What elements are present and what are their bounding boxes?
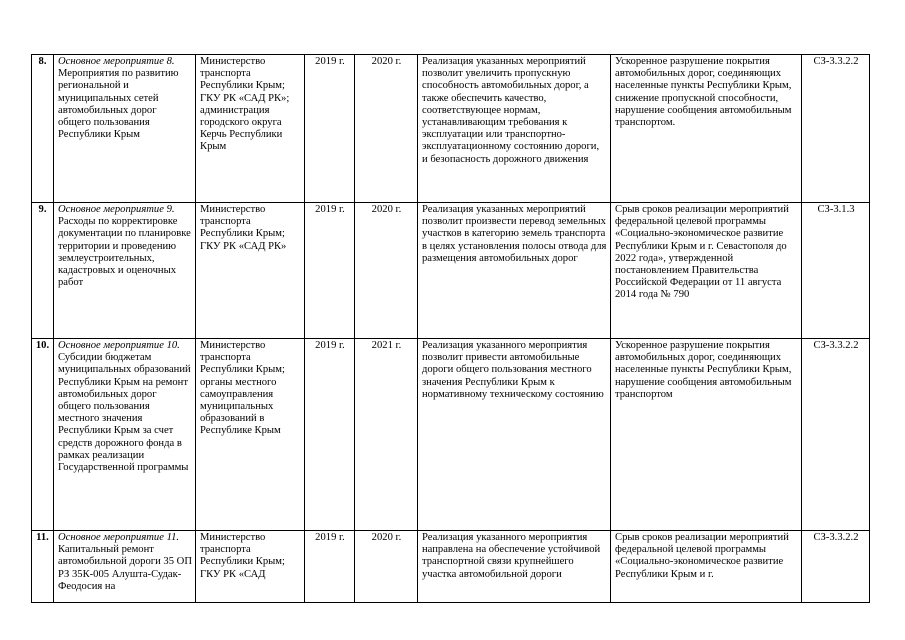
row-number: 9.	[32, 203, 54, 339]
executors-cell: Министерство транспорта Республики Крым; органы местного самоуправления муниципальных образований в Республике Крым	[196, 339, 305, 531]
end-year: 2020 г.	[355, 203, 418, 339]
result-cell: Реализация указанных мероприятий позволит произвести перевод земельных участков в категорию земель транспорта в целях установления полосы отвода для размещения автомобильных дорог	[418, 203, 611, 339]
result-cell: Реализация указанных мероприятий позволит увеличить пропускную способность автомобильных дорог, а также обеспечить качество, соответствующее нормам, устанавливающим требования к эксплуатации или транспортно-эксплуатационному состоянию дороги, и безопасность дорожного движения	[418, 55, 611, 203]
event-lead: Основное мероприятие 10.	[58, 340, 180, 351]
start-year: 2019 г.	[305, 55, 355, 203]
end-year: 2021 г.	[355, 339, 418, 531]
event-text: Субсидии бюджетам муниципальных образований Республики Крым на ремонт автомобильных дорог общего пользования местного значения Республики Крым за счет средств дорожного фонда в рамках реализации Государственной программы	[58, 352, 191, 474]
event-lead: Основное мероприятие 8.	[58, 56, 175, 67]
table-row	[32, 55, 870, 203]
consequences-cell: Срыв сроков реализации мероприятий федеральной целевой программы «Социально-экономическое развитие Республики Крым и г.	[611, 531, 802, 603]
measures-table	[31, 54, 870, 603]
end-year: 2020 г.	[355, 531, 418, 603]
start-year: 2019 г.	[305, 203, 355, 339]
event-cell	[54, 339, 196, 531]
event-text: Мероприятия по развитию региональной и муниципальных сетей автомобильных дорог общего пользования Республики Крым	[58, 68, 179, 141]
row-number: 10.	[32, 339, 54, 531]
event-text: Капитальный ремонт автомобильной дороги 35 ОП РЗ 35К-005 Алушта-Судак-Феодосия на	[58, 544, 192, 592]
table-row	[32, 339, 870, 531]
indicator-code: СЗ-3.3.2.2	[802, 339, 870, 531]
indicator-code: СЗ-3.1.3	[802, 203, 870, 339]
table-row	[32, 531, 870, 603]
consequences-cell: Ускоренное разрушение покрытия автомобильных дорог, соединяющих населенные пункты Республики Крым, снижение пропускной способности, нарушение сообщения автомобильным транспортом.	[611, 55, 802, 203]
executors-cell: Министерство транспорта Республики Крым; ГКУ РК «САД РК»; администрация городского округа Керчь Республики Крым	[196, 55, 305, 203]
start-year: 2019 г.	[305, 339, 355, 531]
consequences-cell: Ускоренное разрушение покрытия автомобильных дорог, соединяющих населенные пункты Республики Крым, нарушение сообщения автомобильным транспортом	[611, 339, 802, 531]
event-cell	[54, 203, 196, 339]
row-number: 11.	[32, 531, 54, 603]
table-row	[32, 203, 870, 339]
event-text: Расходы по корректировке документации по планировке территории и проведению землеустроительных, кадастровых и оценочных работ	[58, 216, 191, 289]
event-cell	[54, 55, 196, 203]
event-lead: Основное мероприятие 9.	[58, 204, 175, 215]
end-year: 2020 г.	[355, 55, 418, 203]
result-cell: Реализация указанного мероприятия направлена на обеспечение устойчивой транспортной связи крупнейшего участка автомобильной дороги	[418, 531, 611, 603]
executors-cell: Министерство транспорта Республики Крым; ГКУ РК «САД	[196, 531, 305, 603]
row-number: 8.	[32, 55, 54, 203]
event-cell	[54, 531, 196, 603]
indicator-code: СЗ-3.3.2.2	[802, 531, 870, 603]
executors-cell: Министерство транспорта Республики Крым; ГКУ РК «САД РК»	[196, 203, 305, 339]
consequences-cell: Срыв сроков реализации мероприятий федеральной целевой программы «Социально-экономическое развитие Республики Крым и г. Севастополя до 2022 года», утвержденной постановлением Правительства Российской Федерации от 11 августа 2014 года № 790	[611, 203, 802, 339]
indicator-code: СЗ-3.3.2.2	[802, 55, 870, 203]
start-year: 2019 г.	[305, 531, 355, 603]
result-cell: Реализация указанного мероприятия позволит привести автомобильные дороги общего пользования местного значения Республики Крым к нормативному техническому состоянию	[418, 339, 611, 531]
event-lead: Основное мероприятие 11.	[58, 532, 180, 543]
